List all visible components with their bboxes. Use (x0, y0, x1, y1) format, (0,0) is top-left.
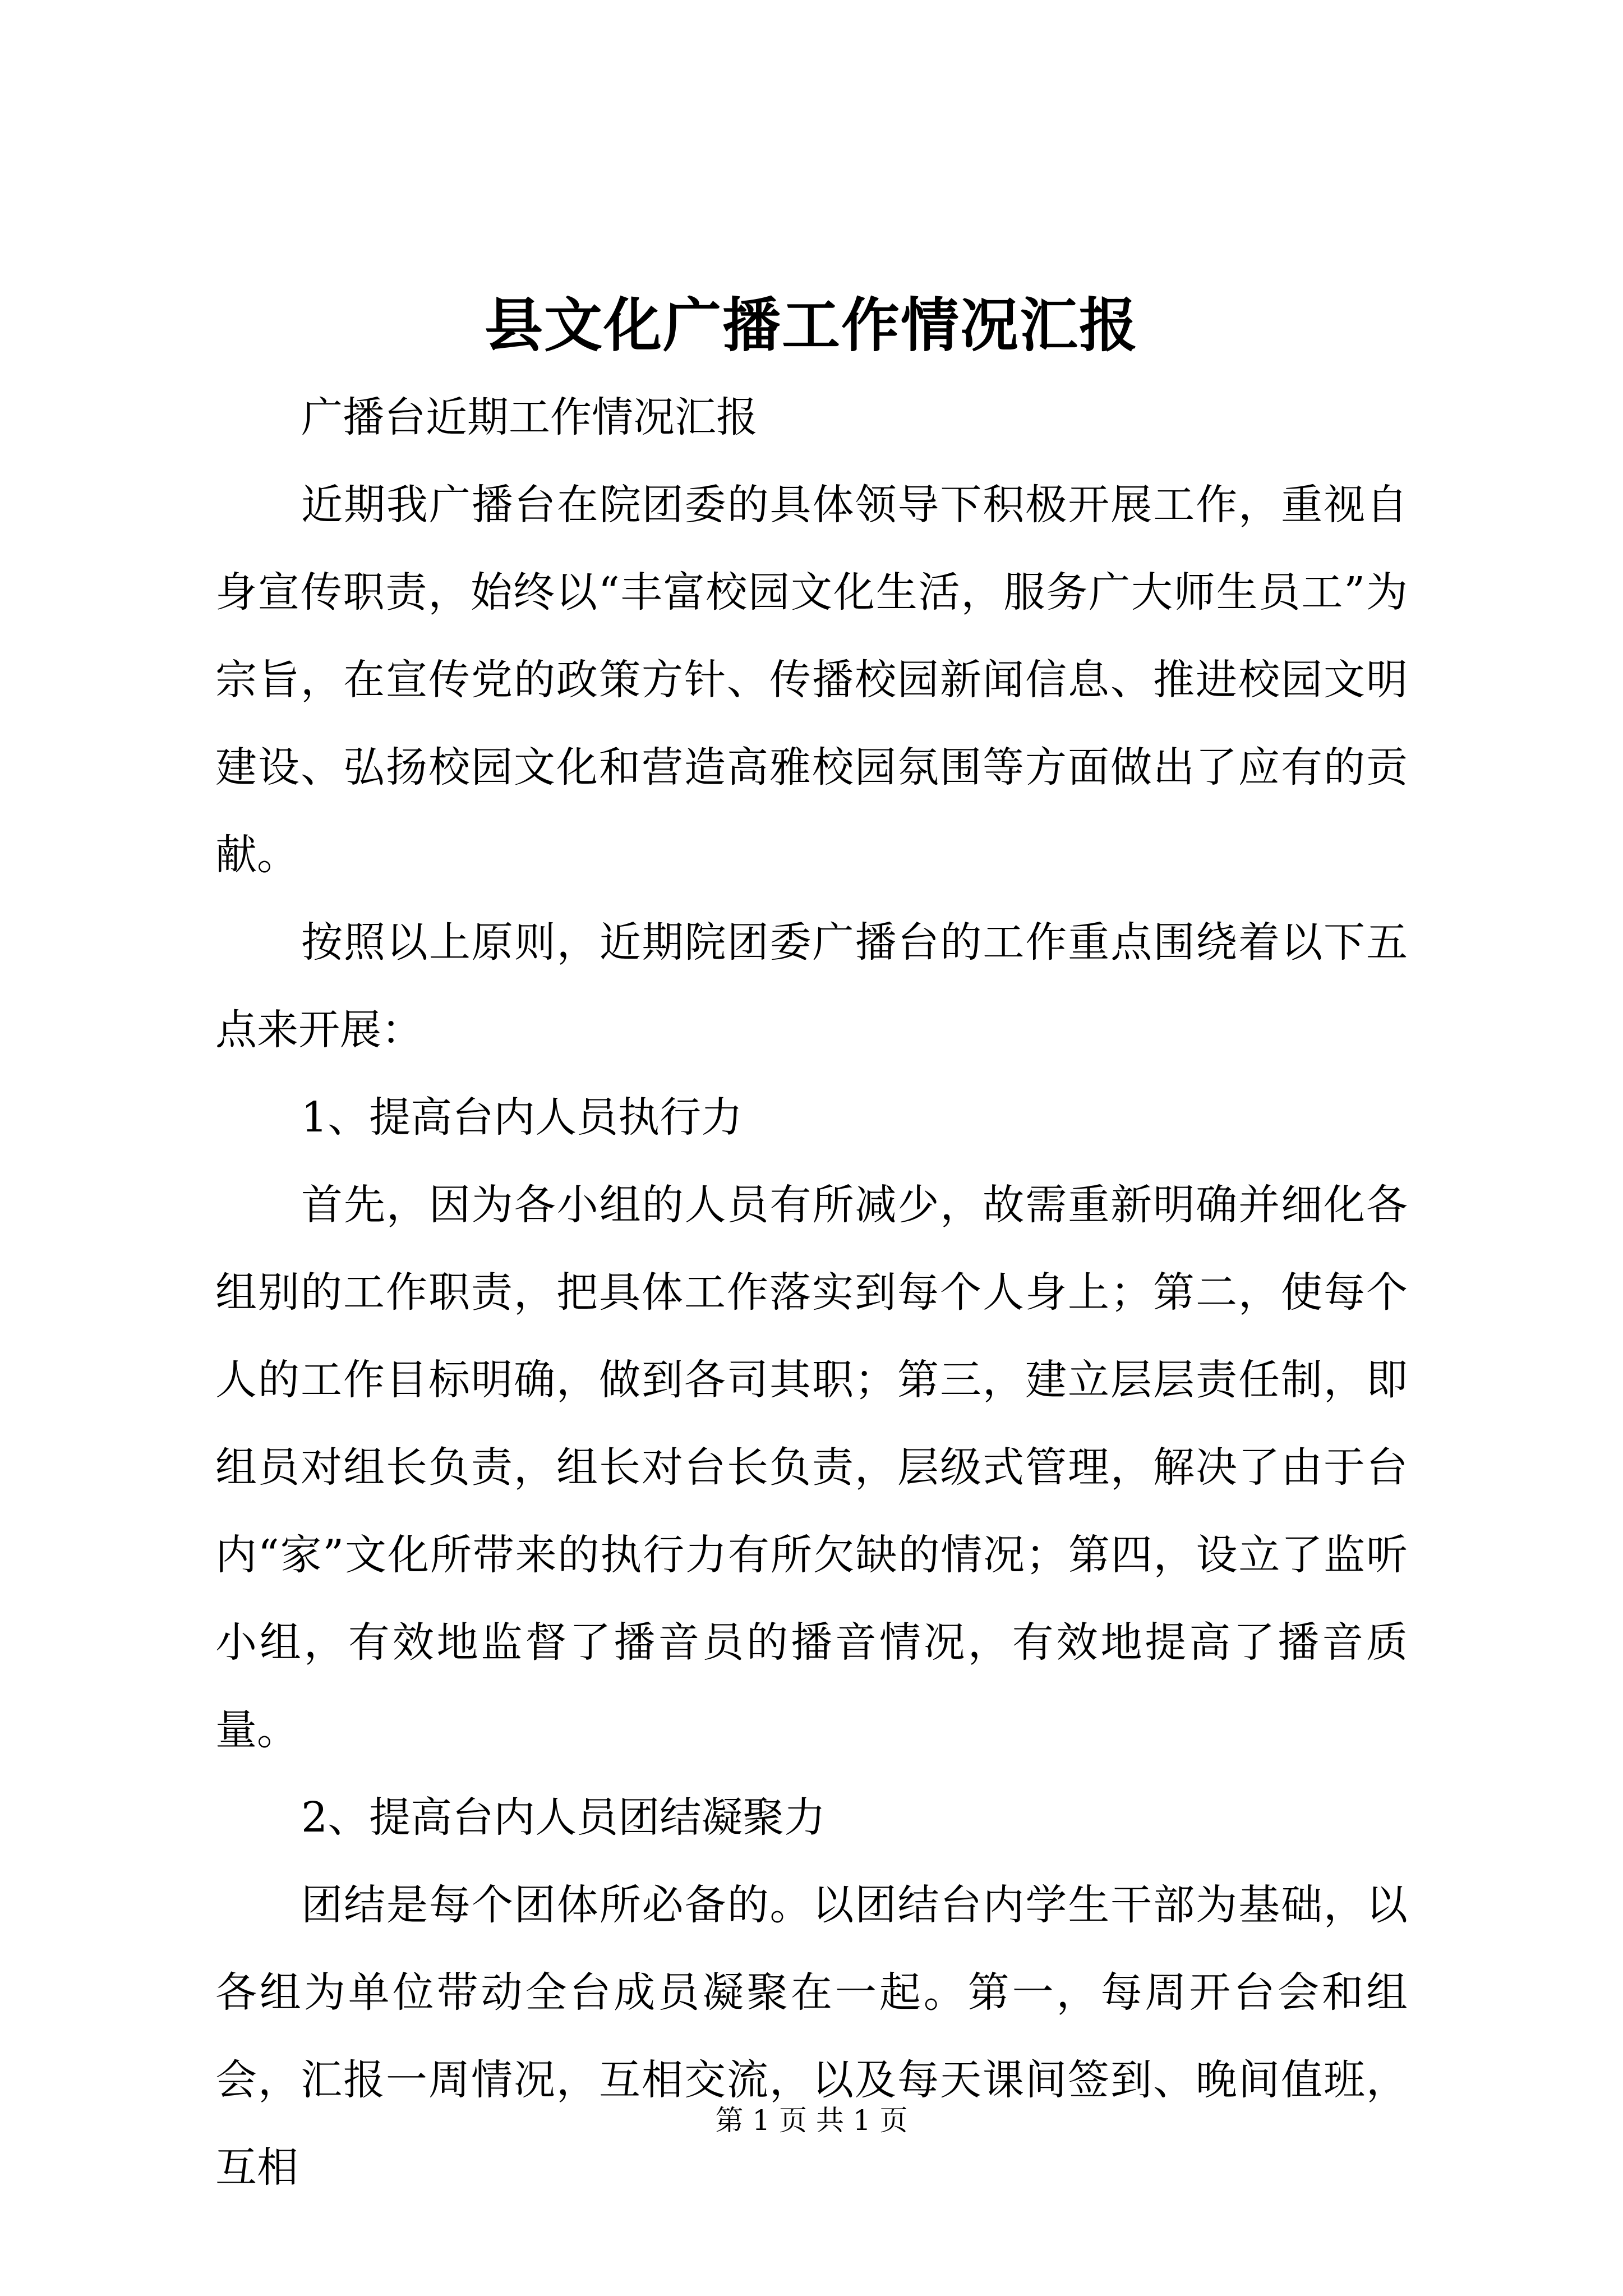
principle-paragraph: 按照以上原则，近期院团委广播台的工作重点围绕着以下五点来开展： (215, 918, 1408, 1054)
section-1-paragraph: 首先，因为各小组的人员有所减少，故需重新明确并细化各组别的工作职责，把具体工作落实到每个人身上；第二，使每个人的工作目标明确，做到各司其职；第三，建立层层责任制，即组员对组长负责，组长对台长负责，层级式管理，解决了由于台内“家”文化所带来的执行力有所欠缺的情况；第四，设立了监听小组，有效地监督了播音员的播音情况，有效地提高了播音质量。 (215, 1181, 1408, 1754)
section-heading-1: 1、提高台内人员执行力 (301, 1093, 743, 1142)
subtitle-paragraph: 广播台近期工作情况汇报 (301, 393, 758, 441)
document-body (215, 374, 1408, 2211)
section-2-paragraph: 团结是每个团体所必备的。以团结台内学生干部为基础，以各组为单位带动全台成员凝聚在一起。第一，每周开台会和组会，汇报一周情况，互相交流，以及每天课间签到、晚间值班，互相 (215, 1881, 1408, 2192)
section-heading-2: 2、提高台内人员团结凝聚力 (301, 1793, 826, 1842)
page-footer: 第 1 页 共 1 页 (715, 2104, 908, 2137)
intro-paragraph: 近期我广播台在院团委的具体领导下积极开展工作，重视自身宣传职责，始终以“丰富校园文化生活，服务广大师生员工”为宗旨，在宣传党的政策方针、传播校园新闻信息、推进校园文明建设、弘扬校园文化和营造高雅校园氛围等方面做出了应有的贡献。 (215, 481, 1408, 879)
document-title: 县文化广播工作情况汇报 (484, 291, 1138, 360)
